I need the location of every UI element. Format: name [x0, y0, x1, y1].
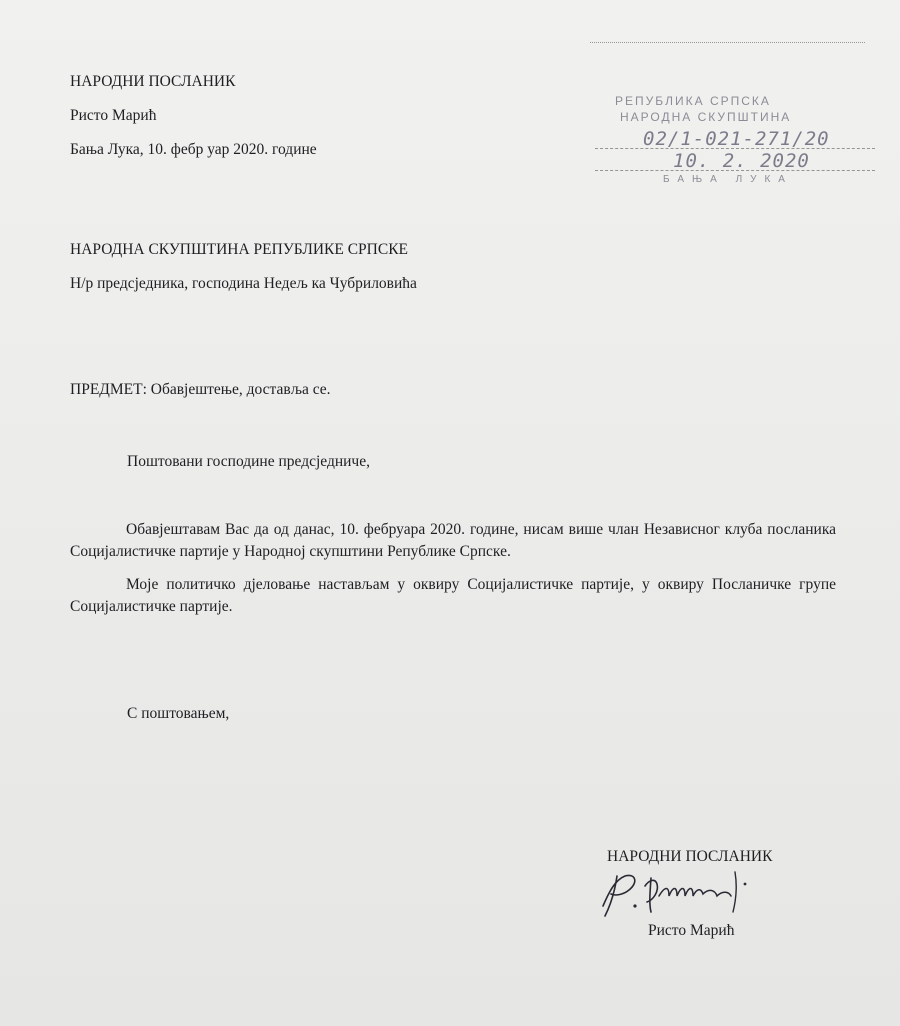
signature-role: НАРОДНИ ПОСЛАНИК [607, 848, 773, 865]
stamp-number: 02/1-021-271/20 [643, 128, 830, 150]
stamp-city: БАЊА ЛУКА [663, 174, 793, 185]
salutation: Поштовани господине предсједниче, [127, 453, 370, 470]
body-paragraph-1: Обавјештавам Вас да од данас, 10. фебруара 2020. године, нисам више члан Независног клуба посланика Социјалистичке партије у Народној скупштини Републике Српске. [70, 521, 836, 560]
closing: С поштовањем, [127, 705, 230, 722]
recipient-attention: Н/р предсједника, господина Недељ ка Чубриловића [70, 275, 417, 292]
body-paragraph-2: Моје политичко дјеловање настављам у оквиру Социјалистичке партије, у оквиру Посланичке групе Социјалистичке партије. [70, 576, 836, 615]
sender-role: НАРОДНИ ПОСЛАНИК [70, 73, 236, 90]
stamp-date: 10. 2. 2020 [673, 150, 810, 172]
sender-name: Ристо Марић [70, 107, 157, 124]
subject-line: ПРЕДМЕТ: Обавјештење, доставља се. [70, 381, 331, 398]
stamp-line2: НАРОДНА СКУПШТИНА [620, 110, 792, 124]
handwritten-signature [595, 862, 765, 922]
recipient-institution: НАРОДНА СКУПШТИНА РЕПУБЛИКЕ СРПСКЕ [70, 241, 409, 258]
place-date: Бања Лука, 10. фебр уар 2020. године [70, 141, 317, 158]
signature-name: Ристо Марић [648, 922, 735, 939]
stamp-line1: РЕПУБЛИКА СРПСКА [615, 94, 771, 108]
registry-stamp [585, 30, 885, 200]
